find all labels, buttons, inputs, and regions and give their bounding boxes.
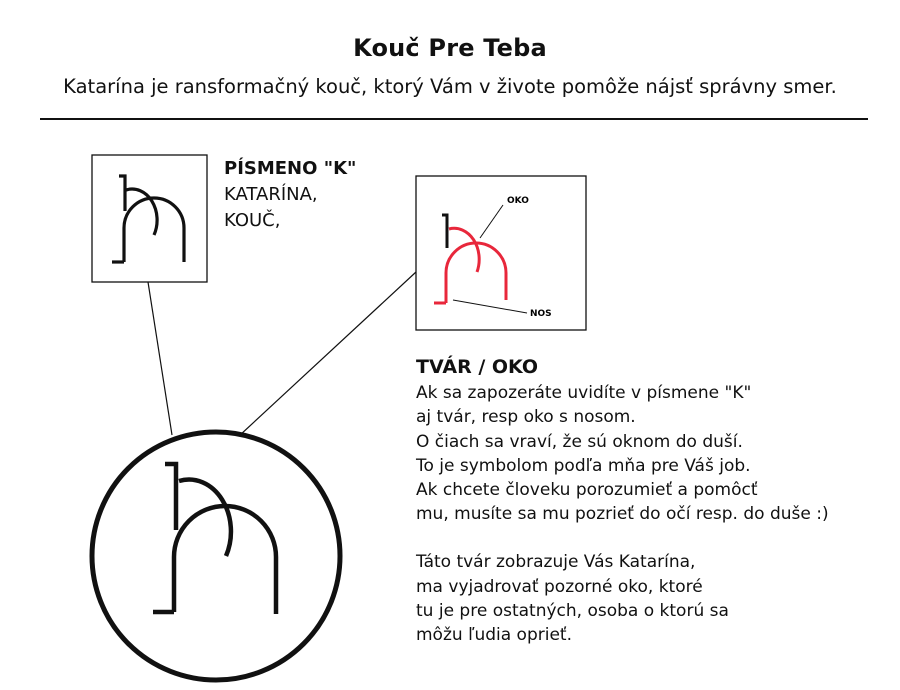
face-paragraph-line: Ak sa zapozeráte uvidíte v písmene "K" bbox=[416, 383, 752, 404]
logo-circle bbox=[92, 432, 340, 680]
page-subtitle: Katarína je ransformačný kouč, ktorý Vám v živote pomôže nájsť správny smer. bbox=[63, 75, 837, 98]
face-description bbox=[416, 355, 829, 647]
face-diagram-frame bbox=[416, 176, 586, 330]
face-paragraph-line: mu, musíte sa mu pozrieť do očí resp. do duše :) bbox=[416, 504, 829, 525]
face-paragraph-line: O čiach sa vraví, že sú oknom do duší. bbox=[416, 431, 743, 452]
face-paragraph-line: môžu ľudia oprieť. bbox=[416, 625, 572, 646]
letter-k-line: KOUČ, bbox=[224, 210, 281, 231]
paragraph-gap bbox=[416, 526, 829, 550]
callout-eye-label: OKO bbox=[507, 196, 529, 206]
face-paragraph-line: ma vyjadrovať pozorné oko, ktoré bbox=[416, 576, 703, 597]
face-paragraph-line: Ak chcete človeku porozumieť a pomôcť bbox=[416, 480, 758, 501]
face-paragraph-line: To je symbolom podľa mňa pre Váš job. bbox=[416, 455, 751, 476]
letter-k-heading: PÍSMENO "K" bbox=[224, 158, 357, 179]
connector-line-face bbox=[226, 272, 416, 448]
callout-nose-label: NOS bbox=[530, 309, 552, 319]
face-heading: TVÁR / OKO bbox=[416, 356, 539, 378]
large-logo bbox=[92, 432, 340, 680]
connector-line-k bbox=[148, 282, 172, 435]
letter-k-box bbox=[92, 155, 207, 282]
letter-k-frame bbox=[92, 155, 207, 282]
letter-k-caption bbox=[224, 156, 356, 234]
face-paragraph-line: Táto tvár zobrazuje Vás Katarína, bbox=[416, 552, 696, 573]
face-paragraph-line: aj tvár, resp oko s nosom. bbox=[416, 407, 636, 428]
letter-k-line: KATARÍNA, bbox=[224, 184, 318, 205]
page-title: Kouč Pre Teba bbox=[353, 34, 547, 62]
face-paragraph-line: tu je pre ostatných, osoba o ktorú sa bbox=[416, 600, 729, 621]
face-diagram-box bbox=[416, 176, 586, 330]
